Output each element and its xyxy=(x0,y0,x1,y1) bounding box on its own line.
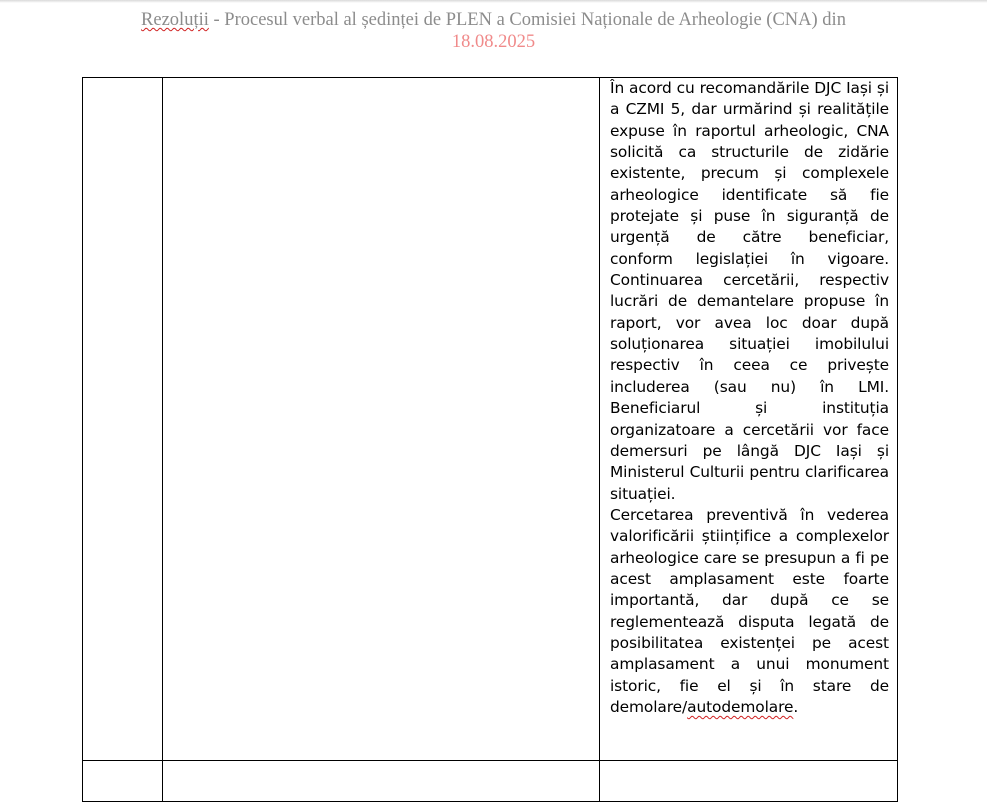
table-row xyxy=(83,761,898,802)
row-subject-cell xyxy=(163,761,600,802)
resolution-paragraph-1: În acord cu recomandările DJC Iași și a CZMI 5, dar urmărind și realitățile expuse în raportul arheologic, CNA solicită ca structurile de zidărie existente, precum și complexele arheologice identificate să fie protejate și puse în siguranță de urgență de către beneficiar, conform legislației în vigoare. Continuarea cercetării, respectiv lucrări de demantelare propuse în raport, vor avea loc doar după soluționarea situației imobilului respectiv în ceea ce privește includerea (sau nu) în LMI. Beneficiarul și instituția organizatoare a cercetării vor face demersuri pe lângă DJC Iași și Ministerul Culturii pentru clarificarea situației. xyxy=(610,79,889,503)
resolutions-table xyxy=(82,77,898,802)
spellcheck-flagged-word: autodemolare xyxy=(687,697,794,716)
header-title-word: Rezoluții xyxy=(141,10,209,30)
row-resolution-cell xyxy=(600,78,898,761)
row-number-cell xyxy=(83,761,163,802)
resolution-paragraph-2-end: . xyxy=(793,697,799,716)
document-header xyxy=(0,9,987,53)
header-title-line xyxy=(0,9,987,31)
row-resolution-cell xyxy=(600,761,898,802)
resolution-paragraph-2-main: Cercetarea preventivă în vederea valorificării științifice a complexelor arheologice care se presupun a fi pe acest amplasament este foarte importantă, dar după ce se reglementează disputa legată de posibilitatea existenței pe acest amplasament a unui monument istoric, fie el și în stare de demolare/ xyxy=(610,505,889,716)
resolution-text xyxy=(600,78,897,718)
row-subject-cell xyxy=(163,78,600,761)
page-top-shadow xyxy=(0,0,987,3)
header-title-rest: - Procesul verbal al ședinței de PLEN a Comisiei Naționale de Arheologie (CNA) din xyxy=(208,10,846,30)
table-row xyxy=(83,78,898,761)
header-date: 18.08.2025 xyxy=(451,32,536,52)
row-number-cell xyxy=(83,78,163,761)
resolution-paragraph-2 xyxy=(610,505,889,718)
